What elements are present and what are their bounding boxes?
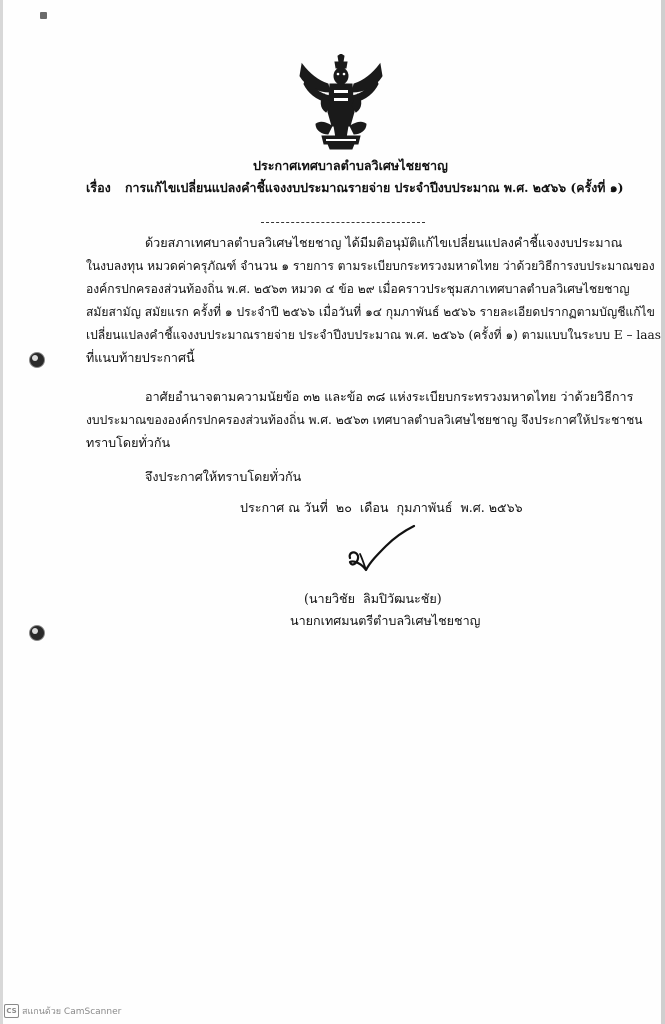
- scan-edge-right: [661, 0, 665, 1024]
- paragraph1-line: ในงบลงทุน หมวดค่าครุภัณฑ์ จำนวน ๑ รายการ ตามระเบียบกระทรวงมหาดไทย ว่าด้วยวิธีการงบประมาณของ: [86, 259, 655, 273]
- signer-title: นายกเทศมนตรีตำบลวิเศษไชยชาญ: [290, 613, 481, 628]
- scan-edge-left: [0, 0, 3, 1024]
- paragraph1-line: ที่แนบท้ายประกาศนี้: [86, 350, 195, 365]
- camscanner-text: สแกนด้วย CamScanner: [22, 1007, 122, 1017]
- camscanner-watermark: [4, 1004, 121, 1018]
- garuda-emblem-icon: [298, 54, 384, 150]
- scan-speck: [40, 12, 47, 19]
- document-subject: การแก้ไขเปลี่ยนแปลงคำชี้แจงงบประมาณรายจ่าย ประจำปีงบประมาณ พ.ศ. ๒๕๖๖ (ครั้งที่ ๑): [125, 180, 624, 195]
- closing-statement: จึงประกาศให้ทราบโดยทั่วกัน: [145, 469, 302, 484]
- document-subject-prefix: เรื่อง: [86, 180, 111, 195]
- punch-hole: [29, 625, 45, 641]
- paragraph2-line: ทราบโดยทั่วกัน: [86, 435, 171, 450]
- paragraph1-line: สมัยสามัญ สมัยแรก ครั้งที่ ๑ ประจำปี ๒๕๖๖ เมื่อวันที่ ๑๔ กุมภาพันธ์ ๒๕๖๖ รายละเอียดปรากฏตามบัญชีแก้ไข: [86, 305, 655, 319]
- paragraph1-line: ด้วยสภาเทศบาลตำบลวิเศษไชยชาญ ได้มีมติอนุมัติแก้ไขเปลี่ยนแปลงคำชี้แจงงบประมาณ: [145, 235, 623, 250]
- paragraph2-line: อาศัยอำนาจตามความนัยข้อ ๓๒ และข้อ ๓๘ แห่งระเบียบกระทรวงมหาดไทย ว่าด้วยวิธีการ: [145, 389, 634, 404]
- document-title: ประกาศเทศบาลตำบลวิเศษไชยชาญ: [253, 158, 448, 173]
- paragraph1-line: เปลี่ยนแปลงคำชี้แจงงบประมาณรายจ่าย ประจำปีงบประมาณ พ.ศ. ๒๕๖๖ (ครั้งที่ ๑) ตามแบบในระบบ E – laas: [86, 328, 661, 342]
- punch-hole: [29, 352, 45, 368]
- title-separator: [261, 222, 425, 223]
- handwritten-signature: [344, 524, 422, 574]
- paragraph1-line: องค์กรปกครองส่วนท้องถิ่น พ.ศ. ๒๕๖๓ หมวด ๔ ข้อ ๒๙ เมื่อคราวประชุมสภาเทศบาลตำบลวิเศษไชยชาญ: [86, 282, 630, 296]
- paragraph2-line: งบประมาณขององค์กรปกครองส่วนท้องถิ่น พ.ศ. ๒๕๖๓ เทศบาลตำบลวิเศษไชยชาญ จึงประกาศให้ประชาชน: [86, 413, 643, 427]
- camscanner-logo-icon: CS: [4, 1004, 19, 1018]
- announcement-date: ประกาศ ณ วันที่ ๒๐ เดือน กุมภาพันธ์ พ.ศ. ๒๕๖๖: [240, 500, 523, 515]
- signer-name: (นายวิชัย ลิมปิวัฒนะชัย): [304, 591, 442, 606]
